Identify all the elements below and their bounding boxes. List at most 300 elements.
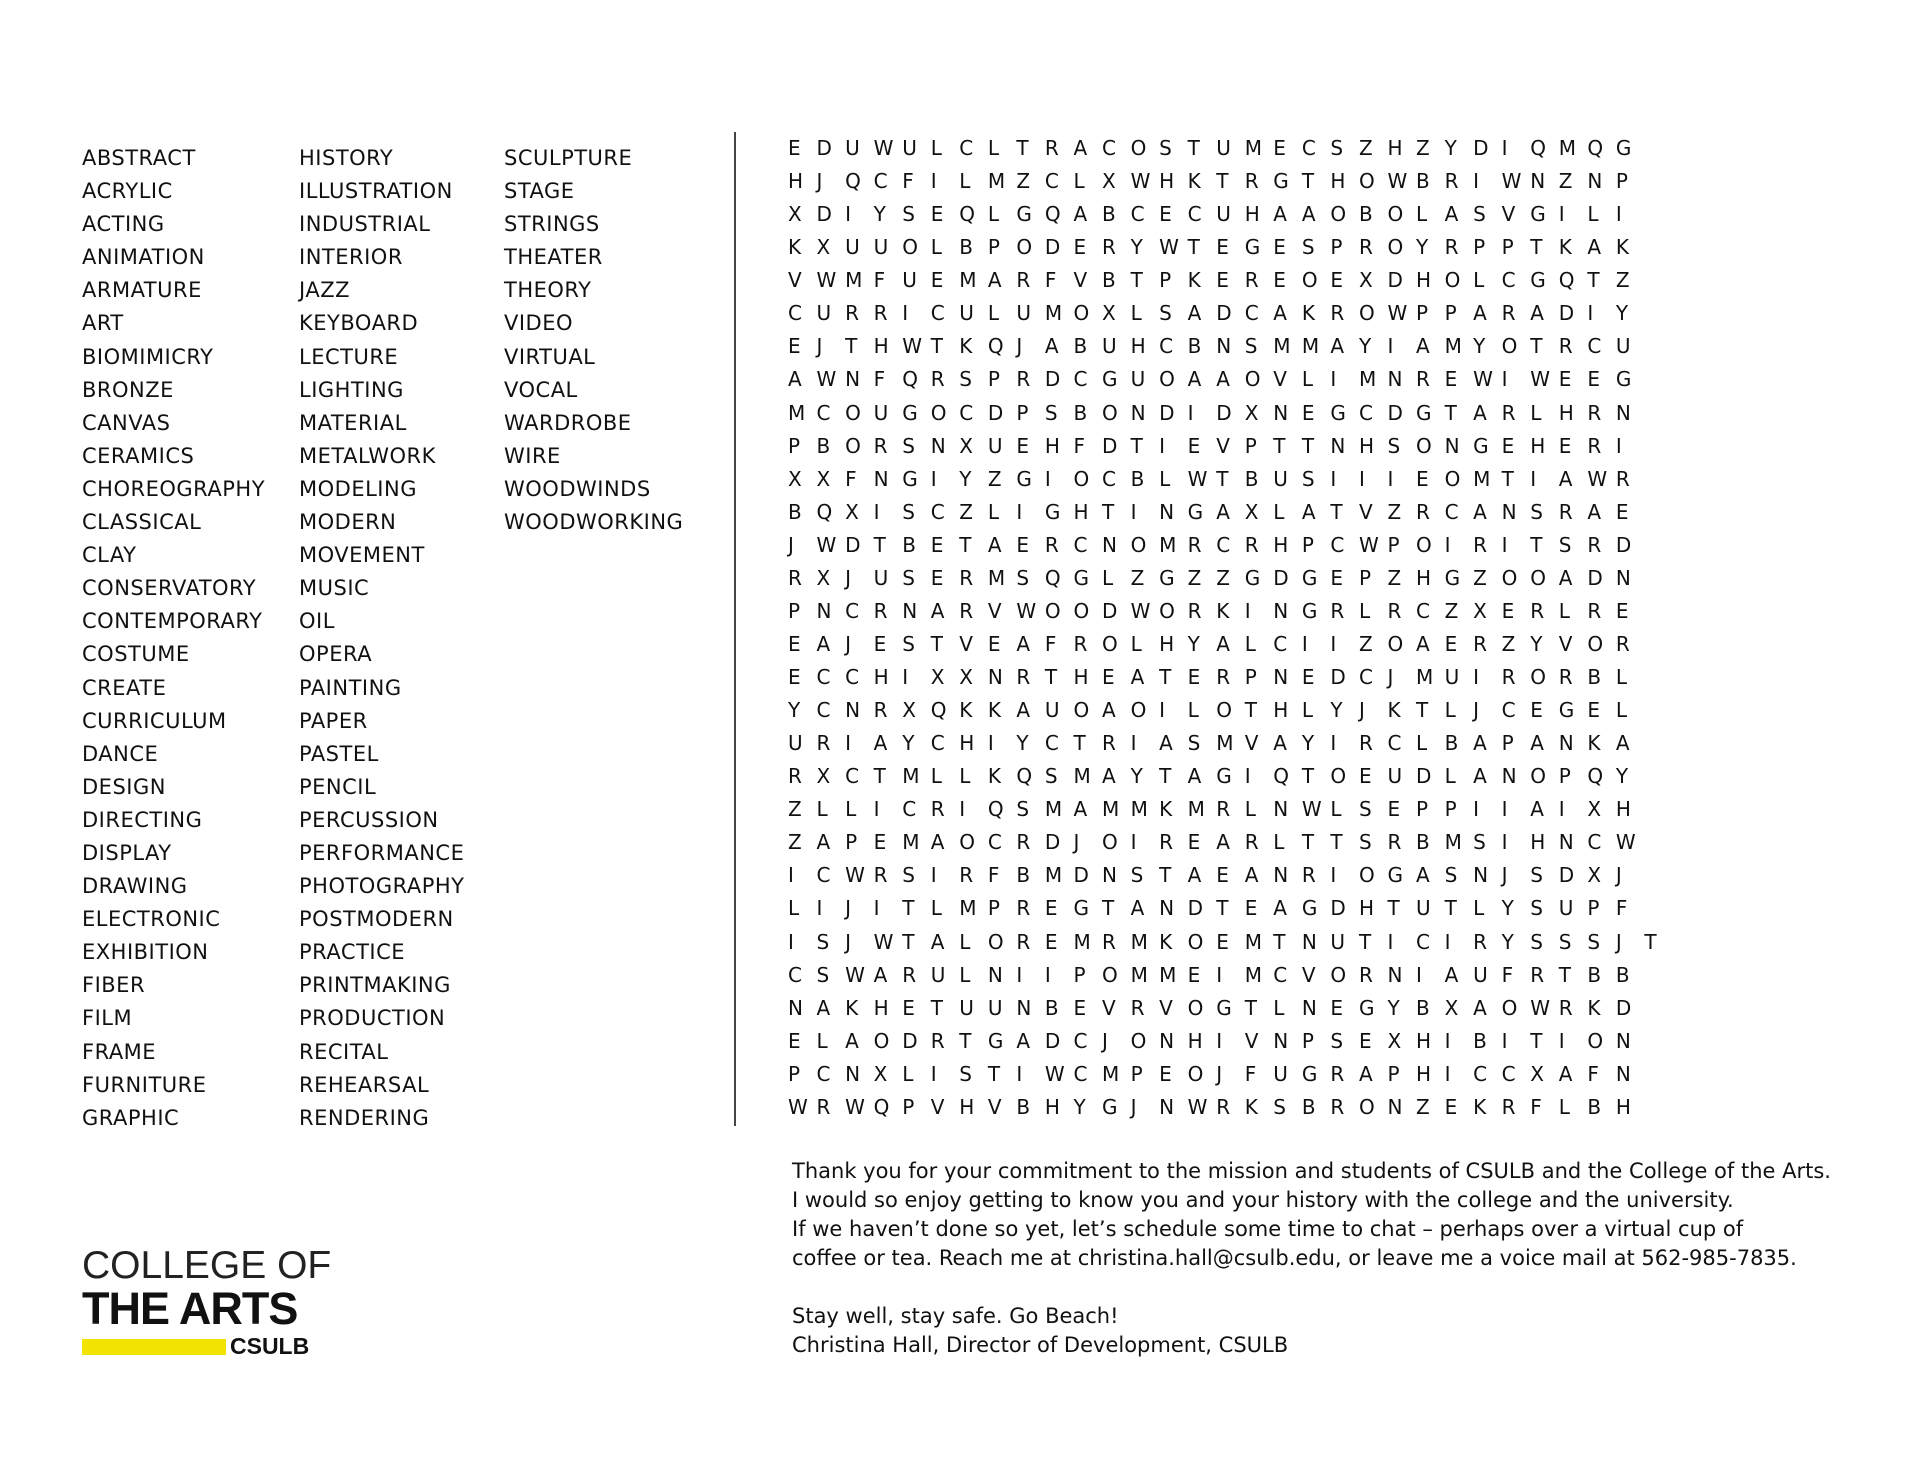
grid-letter: R	[873, 433, 888, 458]
grid-letter: Y	[902, 731, 915, 756]
grid-letter: C	[1330, 532, 1345, 557]
grid-letter: A	[1615, 731, 1630, 756]
grid-letter: N	[1530, 169, 1546, 194]
grid-letter: L	[930, 235, 942, 260]
grid-letter: X	[1473, 598, 1487, 623]
grid-letter: T	[1530, 334, 1543, 359]
grid-letter: I	[1473, 169, 1480, 194]
message-line: If we haven’t done so yet, let’s schedule some time to chat – perhaps over a virtual cup of	[792, 1217, 1744, 1241]
grid-letter: M	[1301, 334, 1320, 359]
college-logo	[82, 1246, 331, 1360]
grid-letter: C	[930, 301, 945, 326]
grid-letter: W	[902, 334, 922, 359]
grid-row	[788, 496, 1673, 529]
grid-letter: I	[1501, 532, 1508, 557]
grid-letter: C	[1273, 631, 1288, 656]
grid-letter: A	[1187, 863, 1202, 888]
grid-letter: E	[1330, 268, 1344, 293]
grid-letter: X	[1530, 1061, 1544, 1086]
grid-letter: Y	[1615, 301, 1629, 326]
grid-letter: R	[788, 764, 802, 789]
grid-letter: A	[1216, 499, 1230, 524]
grid-row	[788, 264, 1673, 297]
grid-letter: I	[902, 301, 909, 326]
grid-letter: P	[1444, 301, 1457, 326]
grid-letter: T	[1444, 400, 1457, 425]
word-list-item: FURNITURE	[82, 1072, 207, 1097]
grid-letter: D	[1416, 764, 1432, 789]
spacer	[792, 1273, 1892, 1302]
word-list-item: HISTORY	[299, 146, 394, 170]
grid-letter: I	[1016, 962, 1023, 987]
grid-letter: E	[930, 268, 944, 293]
word-list-item: CURRICULUM	[82, 708, 227, 733]
grid-letter: M	[1130, 929, 1148, 954]
grid-letter: A	[1016, 698, 1031, 723]
grid-letter: V	[959, 631, 973, 656]
grid-letter: T	[1244, 995, 1257, 1020]
grid-letter: X	[1244, 499, 1259, 524]
grid-letter: N	[1159, 499, 1175, 524]
grid-letter: S	[1130, 863, 1144, 888]
grid-letter: D	[1587, 565, 1603, 590]
grid-letter: C	[1587, 334, 1602, 359]
grid-letter: R	[1558, 665, 1573, 689]
grid-letter: G	[1159, 565, 1175, 590]
grid-letter: I	[1387, 466, 1394, 491]
grid-row	[788, 1091, 1673, 1124]
grid-letter: C	[873, 169, 888, 194]
grid-letter: I	[1558, 797, 1565, 822]
word-list-item: METALWORK	[299, 443, 436, 468]
grid-letter: A	[1416, 863, 1430, 888]
grid-letter: C	[930, 499, 945, 524]
grid-letter: I	[1358, 466, 1365, 491]
grid-letter: A	[1530, 301, 1544, 326]
grid-letter: S	[1530, 896, 1543, 921]
word-list-item: FRAME	[82, 1039, 157, 1064]
grid-letter: G	[1416, 400, 1432, 425]
grid-letter: W	[845, 962, 865, 987]
grid-letter: W	[1358, 532, 1379, 557]
grid-letter: O	[1358, 863, 1375, 888]
grid-letter: O	[1501, 995, 1518, 1020]
grid-letter: L	[816, 1028, 828, 1053]
grid-letter: P	[1387, 532, 1400, 557]
grid-row	[788, 330, 1673, 363]
grid-letter: H	[1358, 896, 1374, 921]
grid-letter: E	[1444, 367, 1458, 392]
word-list-item: PRACTICE	[299, 940, 406, 965]
grid-letter: C	[930, 731, 945, 756]
grid-letter: F	[1073, 433, 1085, 458]
grid-letter: X	[845, 499, 859, 524]
word-list-column-2	[299, 142, 519, 1135]
grid-letter: S	[1530, 929, 1543, 954]
grid-row	[788, 628, 1673, 661]
grid-letter: R	[930, 797, 945, 822]
signature-line: Christina Hall, Director of Development, CSULB	[792, 1333, 1289, 1357]
grid-letter: A	[930, 830, 945, 855]
sign-off-line: Stay well, stay safe. Go Beach!	[792, 1304, 1119, 1328]
grid-letter: O	[987, 929, 1004, 954]
grid-letter: R	[1044, 136, 1059, 160]
grid-letter: N	[816, 598, 832, 623]
word-list-item: ILLUSTRATION	[299, 179, 453, 204]
grid-letter: P	[1501, 235, 1514, 260]
grid-row	[788, 992, 1673, 1025]
grid-letter: R	[1330, 301, 1345, 326]
grid-letter: D	[1330, 896, 1346, 921]
grid-letter: L	[1473, 268, 1485, 293]
grid-letter: B	[959, 235, 974, 260]
grid-letter: R	[1216, 1094, 1231, 1119]
grid-letter: G	[1444, 565, 1461, 590]
grid-letter: R	[1159, 830, 1174, 855]
word-list-item: CLASSICAL	[82, 510, 202, 535]
word-list-item: STRINGS	[504, 212, 600, 237]
grid-letter: P	[1330, 235, 1343, 260]
grid-letter: C	[902, 797, 917, 822]
grid-row	[788, 363, 1673, 396]
grid-letter: R	[1416, 499, 1430, 524]
grid-letter: S	[1473, 202, 1486, 227]
grid-letter: N	[1615, 1028, 1631, 1053]
grid-letter: Z	[1187, 565, 1202, 590]
grid-letter: O	[873, 1028, 890, 1053]
grid-letter: L	[845, 797, 857, 822]
grid-letter: K	[987, 698, 1001, 723]
grid-letter: U	[1444, 665, 1460, 689]
grid-letter: U	[1130, 367, 1146, 392]
grid-letter: A	[1530, 797, 1544, 822]
grid-letter: R	[873, 301, 888, 326]
grid-letter: C	[845, 665, 860, 689]
grid-letter: T	[1530, 532, 1543, 557]
word-list-item: DANCE	[82, 741, 159, 766]
grid-letter: A	[987, 268, 1002, 293]
grid-row	[788, 397, 1673, 430]
grid-letter: P	[845, 830, 858, 855]
grid-letter: Z	[1358, 136, 1373, 160]
grid-letter: R	[788, 565, 802, 590]
grid-letter: P	[1130, 1061, 1143, 1086]
grid-letter: A	[1416, 334, 1430, 359]
grid-letter: S	[902, 433, 915, 458]
grid-letter: N	[1615, 565, 1631, 590]
grid-letter: I	[1387, 929, 1394, 954]
grid-letter: I	[1473, 797, 1480, 822]
grid-letter: Q	[1044, 565, 1061, 590]
word-list-item: OIL	[299, 609, 335, 634]
word-list-item: DIRECTING	[82, 807, 203, 832]
grid-letter: Z	[788, 797, 802, 822]
grid-letter: C	[1358, 665, 1373, 689]
grid-letter: S	[1244, 334, 1258, 359]
grid-letter: Y	[1387, 995, 1400, 1020]
grid-letter: U	[873, 400, 889, 425]
grid-letter: T	[1558, 962, 1571, 987]
grid-letter: H	[1530, 830, 1546, 855]
grid-letter: W	[1130, 598, 1151, 623]
grid-letter: I	[1501, 136, 1508, 160]
grid-letter: L	[959, 962, 971, 987]
grid-letter: E	[1387, 797, 1401, 822]
grid-letter: J	[1016, 334, 1023, 359]
grid-letter: T	[1587, 268, 1600, 293]
word-list-item: VIRTUAL	[504, 344, 596, 369]
grid-letter: C	[1501, 1061, 1516, 1086]
grid-letter: O	[1530, 565, 1546, 590]
grid-letter: Y	[1358, 334, 1372, 359]
grid-letter: Z	[1016, 169, 1031, 194]
word-list-item: LIGHTING	[299, 377, 404, 402]
grid-letter: O	[845, 400, 861, 425]
grid-letter: T	[1102, 896, 1115, 921]
logo-line-the-arts: THE ARTS	[82, 1283, 298, 1334]
grid-letter: I	[1615, 202, 1622, 227]
grid-letter: O	[930, 400, 947, 425]
grid-letter: C	[1073, 1061, 1088, 1086]
grid-letter: T	[959, 1028, 972, 1053]
grid-letter: L	[959, 169, 971, 194]
grid-letter: D	[1216, 400, 1232, 425]
grid-letter: G	[987, 1028, 1004, 1053]
grid-letter: M	[1044, 301, 1063, 326]
grid-letter: R	[1444, 235, 1459, 260]
grid-letter: C	[1416, 598, 1430, 623]
grid-letter: Z	[1416, 136, 1430, 160]
grid-letter: O	[1330, 962, 1347, 987]
word-list-item: ANIMATION	[82, 245, 205, 270]
grid-letter: I	[1330, 863, 1337, 888]
grid-letter: R	[959, 863, 974, 888]
word-list-item: PENCIL	[299, 774, 377, 799]
grid-letter: L	[1530, 400, 1542, 425]
grid-letter: S	[816, 929, 830, 954]
grid-letter: S	[1330, 1028, 1344, 1053]
grid-letter: M	[959, 268, 977, 293]
grid-letter: V	[1301, 962, 1316, 987]
grid-letter: N	[1102, 863, 1117, 888]
grid-letter: Z	[987, 466, 1002, 491]
grid-letter: R	[1187, 532, 1202, 557]
grid-letter: M	[1244, 136, 1263, 160]
grid-letter: S	[1187, 731, 1201, 756]
grid-letter: L	[1244, 631, 1256, 656]
grid-letter: K	[1216, 598, 1230, 623]
grid-letter: V	[987, 1094, 1002, 1119]
word-list-item: MOVEMENT	[299, 543, 425, 568]
grid-letter: A	[1159, 731, 1173, 756]
grid-letter: C	[816, 1061, 831, 1086]
grid-letter: N	[1330, 433, 1346, 458]
grid-letter: I	[1244, 598, 1251, 623]
word-list-item: POSTMODERN	[299, 907, 454, 932]
grid-letter: E	[1615, 598, 1629, 623]
grid-letter: P	[1301, 532, 1314, 557]
grid-letter: O	[1016, 235, 1033, 260]
grid-letter: A	[873, 962, 888, 987]
grid-letter: E	[1301, 400, 1315, 425]
grid-letter: S	[1159, 136, 1172, 160]
grid-letter: O	[1187, 995, 1204, 1020]
grid-letter: S	[1587, 929, 1601, 954]
grid-letter: G	[902, 400, 918, 425]
thank-you-message	[792, 1157, 1892, 1360]
grid-letter: Y	[1301, 731, 1315, 756]
grid-letter: E	[902, 995, 915, 1020]
grid-letter: Y	[1073, 1094, 1086, 1119]
grid-letter: F	[987, 863, 1000, 888]
word-list-item: DISPLAY	[82, 840, 172, 865]
grid-letter: A	[1473, 995, 1487, 1020]
grid-letter: U	[902, 136, 917, 160]
grid-letter: D	[1102, 598, 1118, 623]
grid-letter: A	[816, 995, 831, 1020]
grid-letter: W	[1187, 1094, 1208, 1119]
grid-letter: Q	[902, 367, 918, 392]
grid-letter: I	[1159, 433, 1166, 458]
word-list-item: REHEARSAL	[299, 1072, 430, 1097]
grid-letter: I	[930, 466, 937, 491]
grid-letter: W	[1530, 367, 1550, 392]
grid-letter: E	[788, 1028, 801, 1053]
grid-letter: Z	[1387, 565, 1402, 590]
grid-letter: P	[1016, 400, 1029, 425]
grid-letter: C	[1073, 532, 1088, 557]
grid-letter: P	[987, 235, 1000, 260]
grid-letter: T	[1301, 830, 1315, 855]
grid-letter: J	[1130, 1094, 1137, 1119]
grid-letter: E	[1530, 698, 1543, 723]
grid-letter: S	[1530, 863, 1543, 888]
grid-letter: S	[902, 631, 915, 656]
grid-letter: O	[1187, 1061, 1204, 1086]
grid-letter: T	[1016, 136, 1029, 160]
grid-letter: E	[1558, 367, 1572, 392]
grid-letter: G	[1615, 136, 1632, 160]
grid-letter: R	[1530, 962, 1545, 987]
grid-letter: M	[1273, 334, 1291, 359]
grid-letter: P	[1244, 665, 1257, 689]
grid-letter: S	[1530, 499, 1543, 524]
grid-letter: O	[1330, 202, 1347, 227]
grid-letter: T	[1130, 433, 1143, 458]
grid-letter: L	[1558, 598, 1570, 623]
grid-letter: C	[1102, 136, 1116, 160]
grid-letter: V	[1358, 499, 1373, 524]
grid-letter: L	[987, 202, 999, 227]
grid-letter: E	[1501, 433, 1515, 458]
grid-letter: M	[1358, 367, 1377, 392]
grid-letter: C	[816, 863, 831, 888]
word-list-item: WIRE	[504, 443, 561, 468]
grid-letter: T	[1644, 929, 1657, 954]
grid-letter: Q	[987, 334, 1004, 359]
word-list-column-1	[82, 142, 302, 1135]
grid-letter: O	[1416, 532, 1432, 557]
word-list-item: CANVAS	[82, 410, 171, 435]
grid-letter: M	[987, 169, 1006, 194]
grid-letter: Z	[788, 830, 802, 855]
grid-letter: L	[1130, 631, 1142, 656]
grid-letter: J	[1501, 863, 1508, 888]
grid-letter: E	[1187, 665, 1201, 689]
grid-letter: P	[1416, 301, 1429, 326]
grid-letter: R	[1073, 631, 1088, 656]
grid-letter: O	[1130, 698, 1147, 723]
grid-letter: N	[1102, 532, 1117, 557]
grid-letter: H	[1416, 1028, 1432, 1053]
grid-letter: B	[1102, 202, 1116, 227]
grid-letter: U	[930, 962, 946, 987]
grid-letter: L	[1444, 764, 1456, 789]
grid-letter: C	[1301, 136, 1316, 160]
grid-letter: X	[788, 466, 802, 491]
grid-letter: L	[1073, 169, 1085, 194]
grid-row	[788, 926, 1673, 959]
grid-letter: Q	[845, 169, 861, 194]
word-list-item: BRONZE	[82, 377, 174, 402]
grid-letter: A	[873, 731, 888, 756]
grid-letter: I	[1416, 962, 1422, 987]
grid-letter: N	[1558, 731, 1574, 756]
grid-letter: O	[1044, 598, 1061, 623]
grid-letter: O	[1444, 466, 1461, 491]
grid-letter: G	[1301, 598, 1318, 623]
grid-letter: S	[959, 1061, 972, 1086]
grid-letter: K	[1301, 301, 1315, 326]
grid-letter: V	[1159, 995, 1173, 1020]
grid-letter: B	[1244, 466, 1259, 491]
grid-letter: I	[1530, 466, 1537, 491]
grid-letter: W	[1159, 235, 1179, 260]
grid-letter: X	[1358, 268, 1373, 293]
grid-letter: N	[1558, 830, 1574, 855]
grid-letter: E	[1358, 764, 1372, 789]
word-list-item: PERFORMANCE	[299, 840, 465, 865]
grid-letter: A	[930, 598, 945, 623]
grid-letter: N	[1016, 995, 1032, 1020]
grid-letter: A	[1558, 466, 1573, 491]
grid-letter: R	[1387, 598, 1402, 623]
word-list-item: BIOMIMICRY	[82, 344, 214, 369]
grid-letter: B	[1102, 268, 1116, 293]
grid-letter: O	[1102, 962, 1118, 987]
grid-letter: I	[1187, 400, 1194, 425]
grid-letter: E	[1216, 863, 1229, 888]
grid-letter: P	[1159, 268, 1172, 293]
grid-letter: J	[1473, 698, 1480, 723]
grid-letter: N	[1159, 1094, 1175, 1119]
grid-letter: R	[1016, 665, 1031, 689]
grid-letter: T	[1301, 764, 1315, 789]
grid-letter: T	[1073, 731, 1086, 756]
grid-letter: G	[902, 466, 918, 491]
grid-letter: I	[1387, 334, 1394, 359]
grid-letter: I	[1501, 797, 1508, 822]
grid-letter: I	[816, 896, 823, 921]
grid-letter: K	[987, 764, 1001, 789]
grid-letter: E	[930, 565, 944, 590]
grid-letter: U	[1387, 764, 1403, 789]
grid-letter: N	[1301, 929, 1317, 954]
grid-letter: B	[1416, 995, 1430, 1020]
grid-letter: T	[1216, 466, 1229, 491]
word-list-item: JAZZ	[299, 278, 350, 303]
grid-letter: X	[816, 466, 831, 491]
